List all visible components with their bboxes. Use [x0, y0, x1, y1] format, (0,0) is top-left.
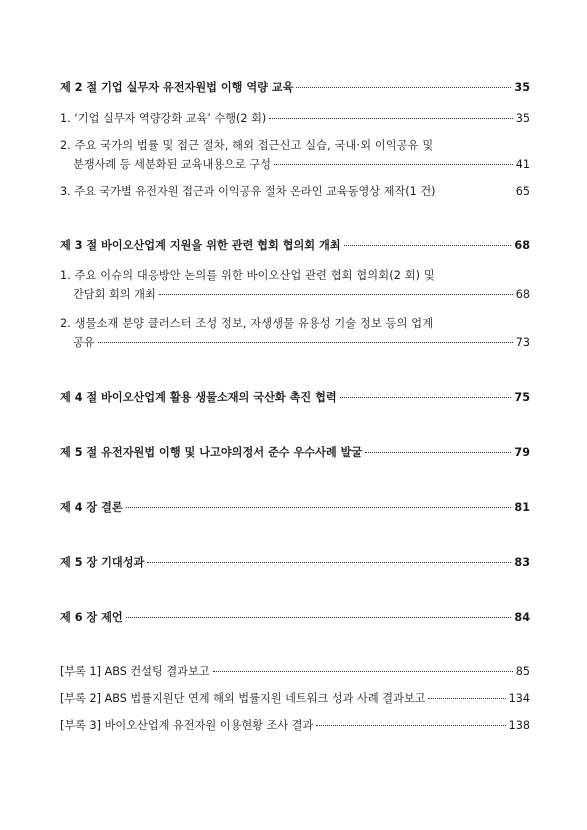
toc-page-number: 73 [515, 336, 530, 349]
leader-dots [159, 294, 513, 295]
toc-label: 제 5 절 유전자원법 이행 및 나고야의정서 준수 우수사례 발굴 [60, 446, 363, 459]
toc-label: [부록 3] 바이오산업계 유전자원 이용현황 조사 결과 [60, 719, 314, 732]
toc-item-3-1[interactable] [60, 266, 530, 304]
toc-appendix-1[interactable] [60, 662, 530, 681]
toc-item-2-2[interactable] [60, 136, 530, 174]
toc-page-number: 75 [514, 391, 530, 404]
toc-page-number: 138 [508, 719, 530, 732]
leader-dots [126, 617, 512, 618]
toc-label: [부록 2] ABS 법률지원단 연계 해외 법률지원 네트워크 성과 사례 결과보고 [60, 692, 426, 705]
toc-page-number: 35 [514, 81, 530, 94]
leader-dots [344, 245, 512, 246]
toc-appendix-3[interactable] [60, 716, 530, 735]
leader-dots [316, 725, 505, 726]
toc-label: 제 3 절 바이오산업계 지원을 위한 관련 협회 협의회 개최 [60, 239, 341, 252]
toc-label: 제 5 장 기대성과 [60, 556, 145, 569]
toc-chapter-6[interactable] [60, 608, 530, 627]
leader-dots [269, 118, 512, 119]
toc-page-number: 83 [514, 556, 530, 569]
toc-section-2[interactable] [60, 78, 530, 97]
toc-page-number: 35 [515, 112, 530, 125]
leader-dots [340, 397, 512, 398]
toc-page-number: 81 [514, 501, 530, 514]
toc-label: 제 2 절 기업 실무자 유전자원법 이행 역량 교육 [60, 81, 294, 94]
toc-page-number: 134 [508, 692, 530, 705]
leader-dots [428, 698, 505, 699]
toc-label-line-2: 간담회 회의 개최 [73, 288, 156, 301]
toc-label: 제 4 절 바이오산업계 활용 생물소재의 국산화 촉진 협력 [60, 391, 337, 404]
toc-page-number: 41 [515, 158, 530, 171]
leader-dots [296, 87, 511, 88]
toc-appendix-2[interactable] [60, 689, 530, 708]
toc-page-number: 79 [514, 446, 530, 459]
toc-section-3[interactable] [60, 236, 530, 255]
toc-page-number: 84 [514, 611, 530, 624]
toc-section-5[interactable] [60, 443, 530, 462]
toc-label: 3. 주요 국가별 유전자원 접근과 이익공유 절차 온라인 교육동영상 제작(1 건) [60, 185, 436, 198]
leader-dots [126, 507, 512, 508]
toc-item-3-2[interactable] [60, 314, 530, 352]
leader-dots [274, 164, 513, 165]
leader-dots [365, 452, 511, 453]
leader-dots [147, 562, 511, 563]
toc-label-line-2: 분쟁사례 등 세분화된 교육내용으로 구성 [73, 158, 271, 171]
leader-dots [213, 671, 513, 672]
toc-label: 1. ‘기업 실무자 역량강화 교육’ 수행(2 회) [60, 112, 267, 125]
toc-page-number: 68 [514, 239, 530, 252]
toc-label-line-1: 1. 주요 이슈의 대응방안 논의를 위한 바이오산업 관련 협회 협의회(2 회) 및 [60, 269, 435, 282]
toc-label: 제 6 장 제언 [60, 611, 123, 624]
toc-chapter-5[interactable] [60, 553, 530, 572]
toc-page-number: 85 [515, 665, 530, 678]
toc-label-line-1: 2. 주요 국가의 법률 및 접근 절차, 해외 접근신고 실습, 국내·외 이익공유 및 [60, 139, 434, 152]
toc-label: 제 4 장 결론 [60, 501, 123, 514]
toc-label: [부록 1] ABS 컨설팅 결과보고 [60, 665, 210, 678]
leader-dots [98, 342, 513, 343]
toc-page-number: 65 [515, 185, 530, 198]
toc-page-number: 68 [515, 288, 530, 301]
toc-section-4[interactable] [60, 388, 530, 407]
toc-label-line-1: 2. 생물소재 분양 클러스터 조성 정보, 자생생물 유용성 기술 정보 등의 업계 [60, 317, 434, 330]
toc-item-2-3[interactable] [60, 182, 530, 201]
toc-chapter-4[interactable] [60, 498, 530, 517]
toc-label-line-2: 공유 [73, 336, 95, 349]
toc-item-2-1[interactable] [60, 109, 530, 128]
